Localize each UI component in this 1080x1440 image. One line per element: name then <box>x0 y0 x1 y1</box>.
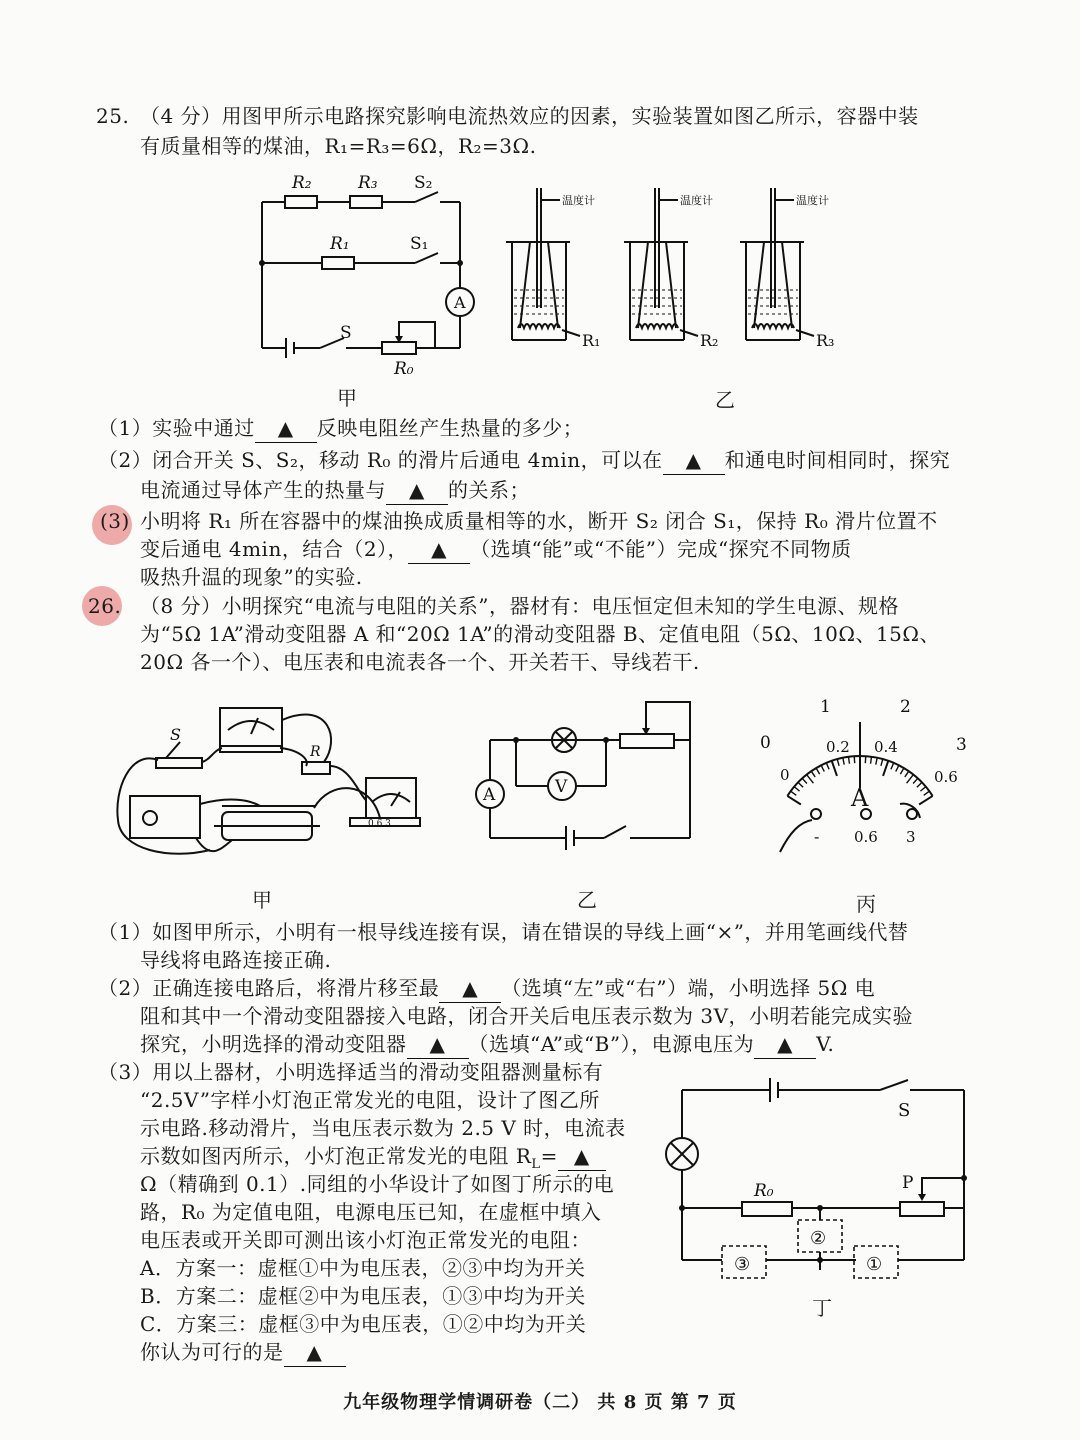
dial-tick <box>905 771 909 777</box>
dial-top-1: 1 <box>820 697 831 717</box>
dial-tick <box>920 787 925 792</box>
q26-p2-text-e: （选填“A”或“B”），电源电压为 <box>468 1032 755 1056</box>
dial-tick <box>811 771 815 777</box>
terminal-3: 3 <box>906 828 916 846</box>
q26-p1-line1: （1）如图甲所示，小明有一根导线连接有误，请在错误的导线上画“×”，并用笔画线代替 <box>98 920 909 944</box>
q26-part2-cont <box>140 1030 834 1059</box>
dial-tick <box>837 759 839 766</box>
dial-tick <box>832 761 837 776</box>
dial-tick <box>900 768 904 774</box>
q25-part1 <box>98 414 583 443</box>
q25-p3-label: (3) <box>100 509 130 533</box>
apparatus-meter-terminals: 0.6 3 <box>368 819 391 829</box>
q26-stem-line2: 为“5Ω 1A”滑动变阻器 A 和“20Ω 1A”的滑动变阻器 B、定值电阻（5Ω、10Ω、15Ω、 <box>140 622 940 646</box>
dial-top-0: 0 <box>760 733 771 753</box>
thermometer-label-2: 温度计 <box>680 194 713 207</box>
ammeter-a-label: A <box>454 293 466 312</box>
ding-p-label: P <box>902 1173 914 1193</box>
thermometer-label-3: 温度计 <box>796 194 829 207</box>
dial-tick <box>807 775 814 784</box>
dial-tick <box>802 778 807 783</box>
q25-part2 <box>98 446 950 475</box>
q25-p1-text-a: （1）实验中通过 <box>98 416 255 440</box>
blank-mark: ▲ <box>255 414 317 443</box>
q25-p3-line3: 吸热升温的现象”的实验. <box>140 565 363 589</box>
dial-tick <box>917 782 922 787</box>
dial-tick <box>876 758 877 765</box>
blank-mark: ▲ <box>754 1030 816 1059</box>
q25-beakers-diagram <box>500 180 850 360</box>
q26-part2 <box>98 974 875 1003</box>
dial-tick <box>896 765 899 771</box>
ding-box-2-label: ② <box>810 1228 827 1249</box>
dial-tick <box>913 778 918 783</box>
blank-mark: ▲ <box>284 1338 346 1367</box>
q26-p3-line3: 示电路.移动滑片，当电压表示数为 2.5 V 时，电流表 <box>140 1116 626 1140</box>
label-r2: R₂ <box>292 173 312 193</box>
q25-p3-line2 <box>140 535 852 564</box>
q25-p2-text-b: 和通电时间相同时，探究 <box>724 448 951 472</box>
q26-p3-text-d: 示数如图丙所示，小灯泡正常发光的电阻 R <box>140 1144 532 1168</box>
q26-option-b: B．方案二：虚框②中为电压表，①③中均为开关 <box>140 1284 586 1308</box>
voltmeter-v-label: V <box>555 777 568 797</box>
q26-option-a: A．方案一：虚框①中为电压表，②③中均为开关 <box>140 1256 586 1280</box>
apparatus-switch-label: S <box>170 725 181 744</box>
beaker-r3-label: R₃ <box>816 331 835 350</box>
q26-p3-subscript: L <box>531 1157 541 1172</box>
beaker-r2-label: R₂ <box>700 331 719 350</box>
q26-p2-text-d: 探究，小明选择的滑动变阻器 <box>140 1032 407 1056</box>
q25-p3-text-b: 变后通电 4min，结合（2）， <box>140 537 409 561</box>
q25-number: 25. <box>96 104 130 128</box>
q26-p3-answer-line <box>140 1338 346 1367</box>
beaker-r1-label: R₁ <box>582 331 601 350</box>
q26-caption-jia: 甲 <box>252 888 272 912</box>
dial-bottom-04: 0.4 <box>874 738 898 756</box>
q26-caption-yi: 乙 <box>577 888 597 912</box>
dial-tick <box>883 761 888 776</box>
thermometer-label-1: 温度计 <box>562 194 595 207</box>
dial-tick <box>871 757 872 764</box>
blank-mark: ▲ <box>439 974 501 1003</box>
q26-p2-line2: 阻和其中一个滑动变阻器接入电路，闭合开关后电压表示数为 3V，小明若能完成实验 <box>140 1004 914 1028</box>
q26-p1-line2: 导线将电路连接正确. <box>140 948 332 972</box>
q26-p2-text-f: V. <box>816 1032 835 1056</box>
dial-tick <box>821 765 824 771</box>
q26-p3-line5: Ω（精确到 0.1）.同组的小华设计了如图丁所示的电 <box>140 1172 615 1196</box>
q26-p3-equals: = <box>540 1144 558 1168</box>
ding-switch-label: S <box>898 1100 911 1121</box>
q26-apparatus-diagram <box>110 700 440 870</box>
label-r3: R₃ <box>358 173 378 193</box>
dial-tick <box>907 775 914 784</box>
q25-p2-text-c: 电流通过导体产生的热量与 <box>140 478 386 502</box>
q26-circuit-diagram-yi <box>470 700 700 850</box>
label-s1: S₁ <box>410 234 429 254</box>
dial-top-2: 2 <box>900 697 911 717</box>
dial-tick <box>787 796 801 805</box>
dial-tick <box>794 787 799 792</box>
label-s: S <box>340 323 352 343</box>
dial-tick <box>843 758 844 765</box>
blank-mark: ▲ <box>408 535 470 564</box>
q26-caption-ding: 丁 <box>812 1296 832 1320</box>
q26-p3-line2: “2.5V”字样小灯泡正常发光的电阻，设计了图乙所 <box>140 1088 600 1112</box>
q25-circuit-diagram <box>250 170 490 390</box>
dial-unit: A <box>851 784 869 812</box>
dial-tick <box>881 759 883 766</box>
q26-p2-text-b: （选填“左”或“右”）端，小明选择 5Ω 电 <box>501 976 876 1000</box>
dial-tick <box>924 791 930 795</box>
ding-box-3-label: ③ <box>734 1254 751 1275</box>
q26-p3-line7: 电压表或开关即可测出该小灯泡正常发光的电阻： <box>140 1228 591 1252</box>
q25-stem-line1: （4 分）用图甲所示电路探究影响电流热效应的因素，实验装置如图乙所示，容器中装 <box>140 104 919 128</box>
q25-p3-line1: 小明将 R₁ 所在容器中的煤油换成质量相等的水，断开 S₂ 闭合 S₁，保持 R₀ 滑片位置不 <box>140 509 938 533</box>
q26-caption-bing: 丙 <box>856 892 876 916</box>
q26-stem-line3: 20Ω 各一个）、电压表和电流表各一个、开关若干、导线若干. <box>140 650 700 674</box>
q26-stem-line1: （8 分）小明探究“电流与电阻的关系”，器材有：电压恒定但未知的学生电源、规格 <box>140 594 900 618</box>
q25-stem-line2: 有质量相等的煤油，R₁=R₃=6Ω，R₂=3Ω. <box>140 134 537 158</box>
label-r1: R₁ <box>330 234 350 254</box>
q25-p2-text-a: （2）闭合开关 S、S₂，移动 R₀ 的滑片后通电 4min，可以在 <box>98 448 663 472</box>
dial-bottom-02: 0.2 <box>826 738 850 756</box>
dial-tick <box>791 791 797 795</box>
q25-caption-jia: 甲 <box>337 386 357 410</box>
dial-top-3: 3 <box>956 735 967 755</box>
ammeter-a-label: A <box>483 785 496 805</box>
q26-number: 26. <box>88 594 122 618</box>
ding-r0-label: R₀ <box>754 1181 774 1201</box>
terminal-minus: - <box>814 827 820 846</box>
q26-p3-line6: 路，R₀ 为定值电阻，电源电压已知，在虚框中填入 <box>140 1200 602 1224</box>
q25-p2-text-d: 的关系； <box>448 478 530 502</box>
q26-ammeter-dial <box>750 692 970 852</box>
q26-circuit-diagram-ding <box>660 1070 980 1320</box>
blank-mark: ▲ <box>407 1030 469 1059</box>
dial-bottom-06: 0.6 <box>934 768 958 786</box>
terminal-06: 0.6 <box>854 828 878 846</box>
dial-tick <box>919 796 933 805</box>
dial-tick <box>891 763 894 769</box>
apparatus-resistor-label: R <box>310 744 321 760</box>
page-footer: 九年级物理学情调研卷（二） 共 8 页 第 7 页 <box>343 1392 737 1413</box>
blank-mark: ▲ <box>663 446 725 475</box>
blank-mark: ▲ <box>558 1142 606 1171</box>
dial-tick <box>849 757 850 764</box>
q25-caption-yi: 乙 <box>715 388 735 412</box>
label-r0: R₀ <box>394 359 414 379</box>
dial-tick <box>816 768 820 774</box>
dial-tick <box>826 763 829 769</box>
q25-part2-cont <box>140 476 530 505</box>
dial-bottom-0: 0 <box>780 766 790 784</box>
q26-p3-line1: （3）用以上器材，小明选择适当的滑动变阻器测量标有 <box>98 1060 604 1084</box>
blank-mark: ▲ <box>386 476 448 505</box>
dial-tick <box>798 782 803 787</box>
q25-p3-text-c: （选填“能”或“不能”）完成“探究不同物质 <box>470 537 852 561</box>
q25-p1-text-b: 反映电阻丝产生热量的多少； <box>316 416 584 440</box>
q26-p2-text-a: （2）正确连接电路后，将滑片移至最 <box>98 976 440 1000</box>
q26-p3-text-h: 你认为可行的是 <box>140 1340 284 1364</box>
ding-box-1-label: ① <box>866 1254 883 1275</box>
label-s2: S₂ <box>414 173 433 193</box>
q26-option-c: C．方案三：虚框③中为电压表，①②中均为开关 <box>140 1312 587 1336</box>
